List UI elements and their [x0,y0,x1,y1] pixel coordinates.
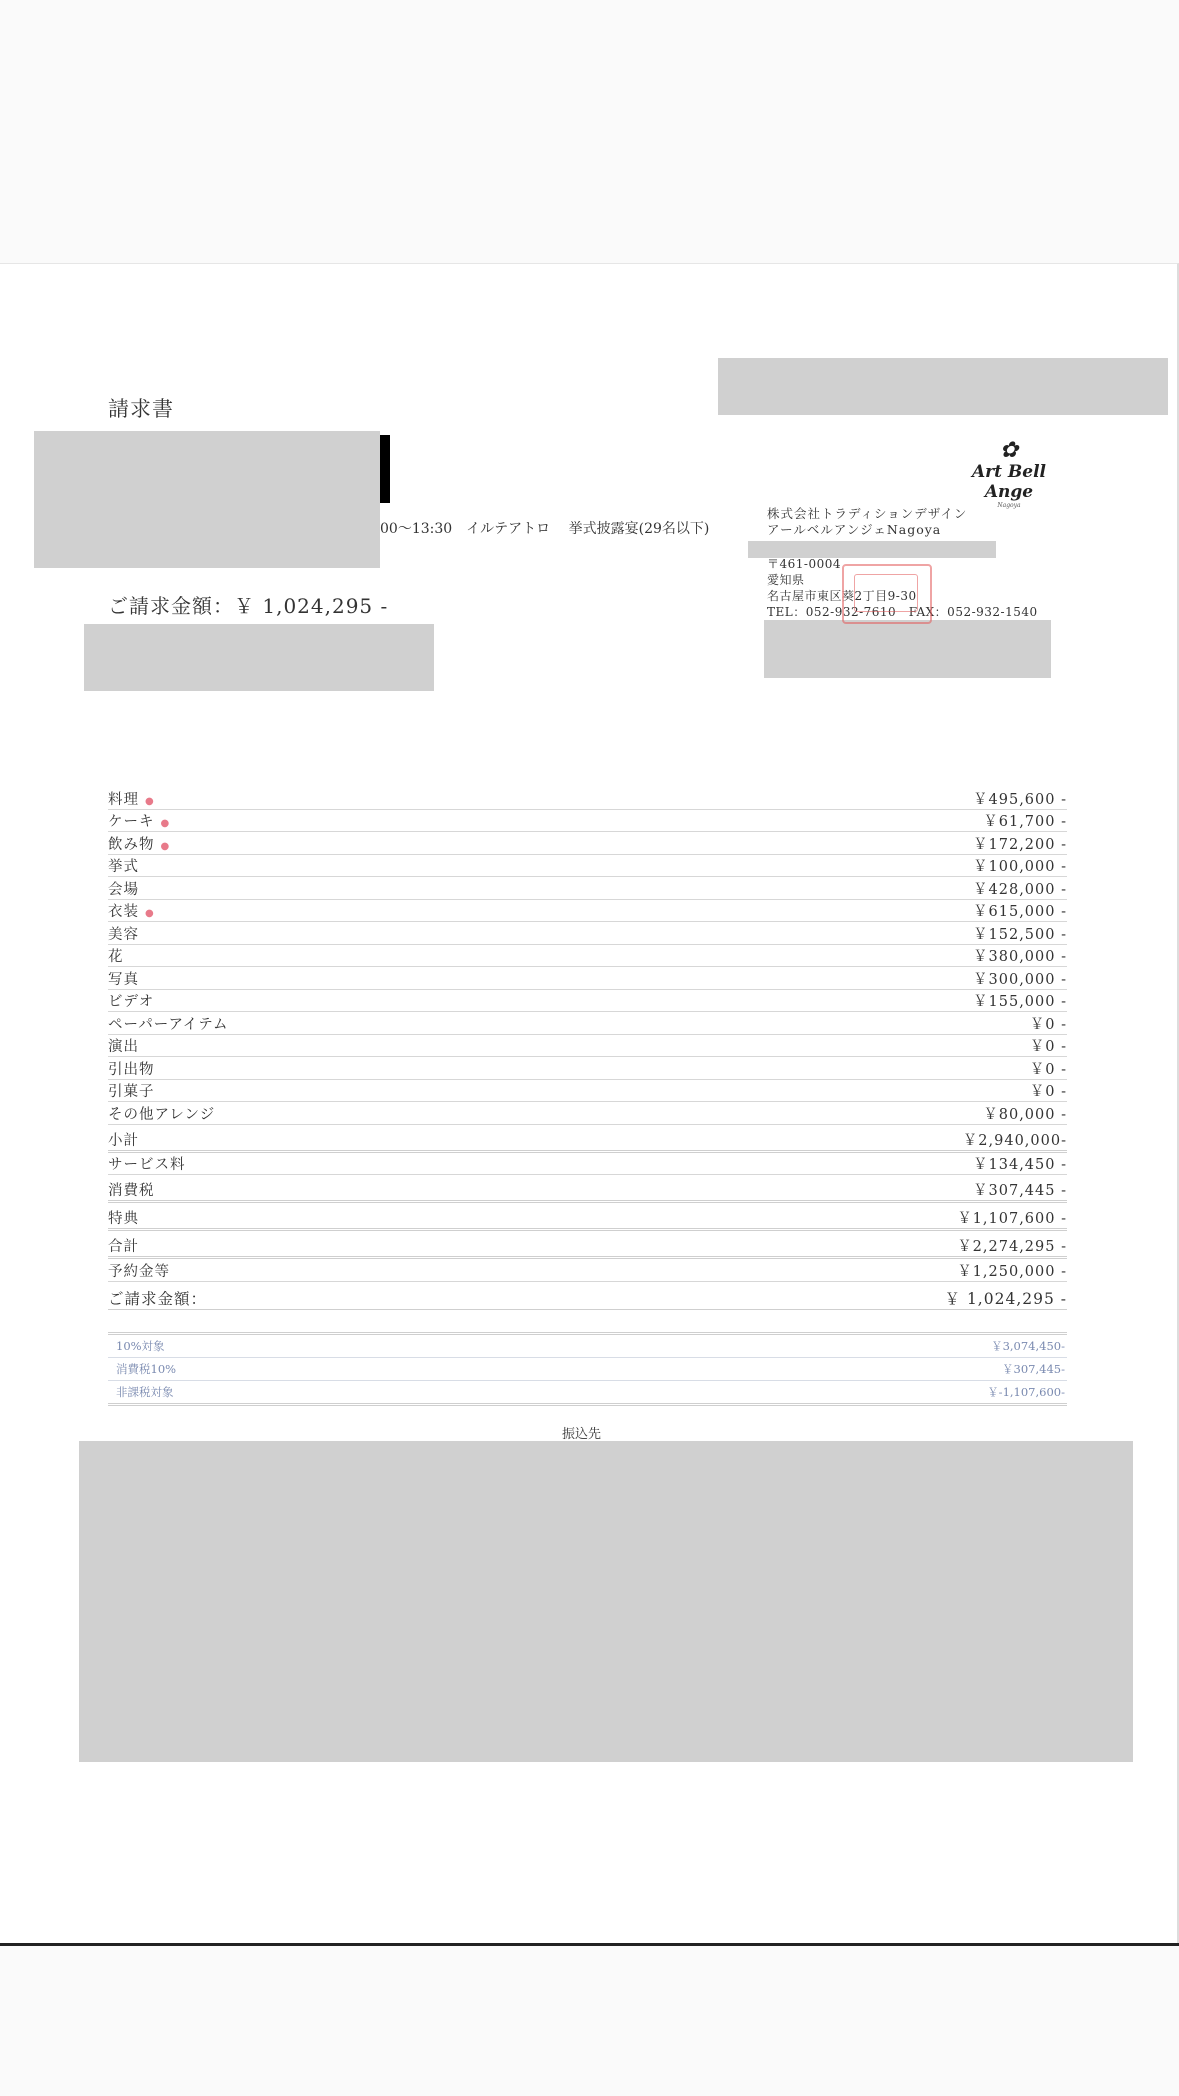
street-address: 名古屋市東区葵2丁目9-30 [767,589,917,603]
line-item-row-label-text: 会場 [108,881,139,898]
line-item-row [108,855,1067,878]
line-item-row-label-text: ペーパーアイテム [108,1016,229,1033]
total-row-amount: ￥2,940,000- [962,1132,1067,1149]
postal-code: 〒461-0004 [767,557,841,571]
line-item-row [108,922,1067,945]
line-item-row-label-text: ケーキ [108,814,155,830]
company-name: 株式会社トラディションデザイン [767,506,968,521]
transfer-label: 振込先 [562,1427,602,1442]
line-item-row [108,945,1067,968]
total-row [108,1231,1067,1259]
line-item-row-label [108,945,124,966]
line-item-row-amount: ￥172,200 - [973,836,1067,853]
line-item-row-amount: ￥61,700 - [983,814,1067,830]
tax-row [108,1335,1067,1358]
total-row-label-text: 小計 [108,1132,139,1149]
total-row-amount: ￥ 1,024,295 - [944,1289,1067,1308]
marker-dot-icon: ● [160,840,171,852]
line-item-row [108,877,1067,900]
line-items-table [108,787,1067,1310]
page-bottom-border [0,1943,1179,1946]
line-item-row [108,967,1067,990]
redaction-bank-details [79,1441,1133,1762]
document-title: 請求書 [108,397,174,421]
line-item-row-label-text: その他アレンジ [108,1106,216,1123]
line-item-row [108,832,1067,855]
total-row-amount: ￥1,107,600 - [957,1211,1067,1227]
line-item-row-label [108,900,155,921]
line-item-row-label [108,1080,155,1101]
line-item-row [108,1012,1067,1035]
tax-row-amount: ￥-1,107,600- [987,1385,1065,1399]
butterfly-icon: ✿ [999,438,1019,463]
total-row-amount: ￥2,274,295 - [957,1239,1067,1255]
tax-row-label: 10%対象 [116,1339,165,1353]
line-item-row-amount: ￥80,000 - [983,1106,1067,1123]
line-item-row-label-text: 美容 [108,926,139,943]
line-item-row-label [108,968,139,989]
marker-dot-icon: ● [145,908,155,919]
line-item-row-amount: ￥615,000 - [973,904,1067,920]
redaction-under-total [84,624,434,691]
total-row [108,1259,1067,1282]
line-item-row [108,810,1067,833]
total-row [108,1175,1067,1203]
total-row [108,1282,1067,1310]
line-item-row-label [108,923,139,944]
line-item-row [108,990,1067,1013]
line-item-row-label [108,990,154,1011]
tax-breakdown-table [108,1332,1067,1406]
total-row-label-text: 合計 [108,1239,139,1255]
redaction-company-lower [764,620,1051,678]
total-row-label-text: サービス料 [108,1157,186,1173]
line-item-row [108,1057,1067,1080]
line-item-row-amount: ￥0 - [1029,1084,1067,1100]
line-item-row-label-text: 料理 [108,791,139,808]
line-item-row [108,1080,1067,1103]
total-row-amount: ￥307,445 - [973,1183,1067,1199]
total-row-label [108,1260,170,1281]
redaction-customer-name [34,431,380,568]
tax-row [108,1381,1067,1406]
tax-row-label: 消費税10% [116,1362,177,1376]
line-item-row-amount: ￥0 - [1029,1039,1067,1055]
black-bar [380,435,390,503]
line-item-row-label-text: 写真 [108,971,139,988]
line-item-row-amount: ￥300,000 - [973,971,1067,988]
line-item-row-label-text: 引出物 [108,1061,155,1078]
line-item-row [108,787,1067,810]
line-item-row-label-text: 花 [108,949,124,965]
line-item-row-label [108,810,170,831]
total-row-label [108,1179,155,1200]
total-row-label [108,1129,139,1150]
line-item-row-label-text: 飲み物 [108,836,155,853]
line-item-row-label [108,855,139,876]
line-item-row-amount: ￥0 - [1029,1016,1067,1033]
company-seal-stamp [842,564,932,624]
line-item-row-label-text: 演出 [108,1039,139,1055]
redaction-top-right [718,358,1168,415]
line-item-row-amount: ￥380,000 - [973,949,1067,965]
total-row-label [108,1207,139,1228]
line-item-row [108,1035,1067,1058]
contact-numbers: TEL：052-932-7610 FAX：052-932-1540 [767,605,1038,619]
line-item-row [108,900,1067,923]
line-item-row-amount: ￥495,600 - [973,791,1067,808]
line-item-row-label-text: ビデオ [108,994,155,1010]
total-row [108,1203,1067,1231]
company-logo [950,440,1068,509]
total-row-label-text: 予約金等 [108,1263,170,1280]
total-row-amount: ￥1,250,000 - [957,1263,1067,1280]
logo-sub: Nagoya [997,502,1021,509]
total-row [108,1153,1067,1176]
line-item-row-amount: ￥428,000 - [973,881,1067,898]
tax-row-amount: ￥307,445- [1002,1362,1065,1376]
total-row [108,1125,1067,1153]
tax-row [108,1358,1067,1381]
total-row-label-text: 特典 [108,1211,139,1227]
total-row-label [108,1287,207,1309]
line-item-row-label [108,878,139,899]
line-item-row-label-text: 引菓子 [108,1084,155,1100]
line-item-row-label-text: 衣装 [108,904,139,920]
line-item-row [108,1102,1067,1125]
total-row-label [108,1235,139,1256]
line-item-row-amount: ￥155,000 - [973,994,1067,1010]
line-item-row-label [108,833,170,854]
total-row-label [108,1153,186,1174]
line-item-row-label [108,788,155,809]
event-line: 00〜13:30 イルテアトロ 挙式披露宴(29名以下) [380,521,710,537]
line-item-row-label [108,1058,155,1079]
logo-name: Art Bell Ange [971,462,1047,502]
total-row-amount: ￥134,450 - [973,1157,1067,1173]
line-item-row-amount: ￥152,500 - [973,926,1067,943]
line-item-row-amount: ￥0 - [1029,1061,1067,1078]
total-row-label-text: 消費税 [108,1183,155,1199]
prefecture: 愛知県 [767,573,805,587]
tax-row-amount: ￥3,074,450- [991,1339,1065,1353]
line-item-row-label-text: 挙式 [108,859,139,875]
line-item-row-label [108,1103,215,1124]
marker-dot-icon: ● [145,795,155,807]
total-row-label-text: ご請求金額： [108,1289,208,1308]
total-due-heading: ご請求金額：￥ 1,024,295 - [108,594,389,618]
line-item-row-amount: ￥100,000 - [973,859,1067,875]
marker-dot-icon: ● [160,818,171,829]
tax-row-label: 非課税対象 [116,1385,174,1399]
line-item-row-label [108,1035,139,1056]
company-block [767,506,967,538]
line-item-row-label [108,1013,229,1034]
venue-name: アールベルアンジェNagoya [767,522,942,537]
